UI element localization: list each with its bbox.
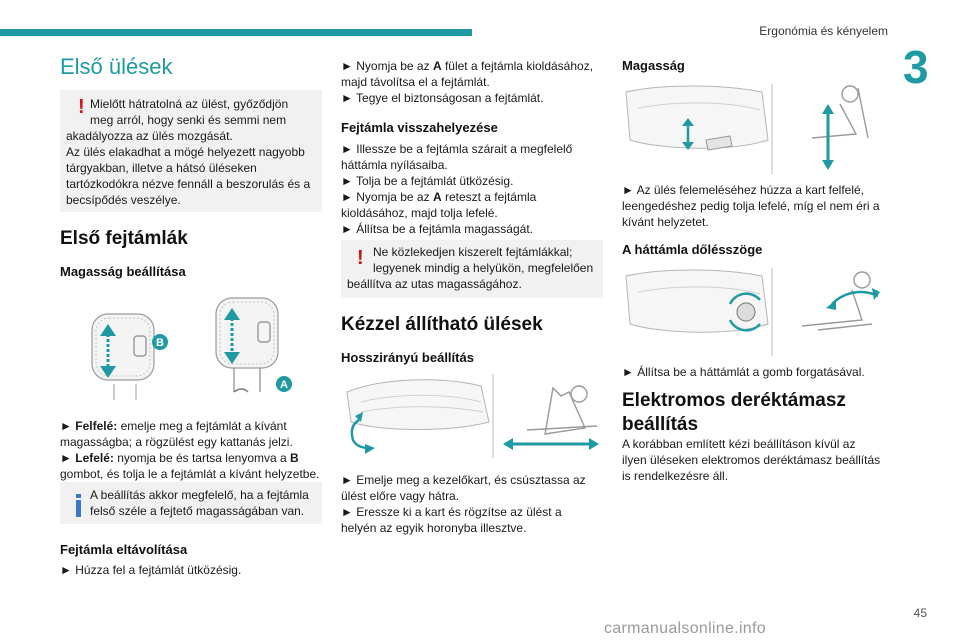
refit-step-text: reteszt a fejtámla (441, 190, 537, 204)
step-a-bold: A (432, 59, 442, 73)
warning-line: becsípődés veszélye. (66, 193, 181, 207)
warning-line: Ne közlekedjen kiszerelt fejtámlákkal; (373, 245, 573, 259)
warning-box (60, 90, 322, 212)
chapter-number: 3 (903, 41, 929, 93)
bullet-icon: ► (60, 419, 72, 433)
bullet-icon: ► (341, 174, 353, 188)
step-up-label: Felfelé: (75, 419, 118, 433)
bullet-icon: ► (341, 59, 353, 73)
warning-line: akadályozza az ülés mozgását. (66, 129, 233, 143)
section-title-manual-seats: Kézzel állítható ülések (341, 314, 543, 335)
refit-step (341, 189, 536, 205)
step-up-line2: magasságba; a rögzülést egy kattanás jelzi. (60, 435, 293, 449)
step-down-line2: gombot, és tolja le a fejtámlát a kívánt helyzetbe. (60, 467, 320, 481)
bullet-icon: ► (341, 190, 353, 204)
refit-step (341, 173, 513, 189)
section-title-lumbar-line2: beállítás (622, 414, 699, 435)
warning-box-2 (341, 240, 603, 298)
label-b: B (156, 337, 164, 349)
warning-icon: ! (357, 247, 364, 269)
height-step-text: Az ülés felemeléséhez húzza a kart felfelé, (636, 183, 865, 197)
label-a: A (280, 379, 288, 391)
longitudinal-adjust-figure (341, 372, 603, 458)
step-release-tab-line2: majd távolítsa el a fejtámlát. (341, 75, 490, 89)
subsection-title-seat-height: Magasság (622, 58, 685, 73)
refit-step-text: Állítsa be a fejtámla magasságát. (356, 222, 533, 236)
bullet-icon: ► (622, 365, 634, 379)
lumbar-text: A korábban említett kézi beállításon kívül az (622, 437, 856, 451)
step-down-text: nyomja be és tartsa lenyomva a (113, 451, 291, 465)
backrest-angle-figure (622, 264, 884, 356)
step-store-text: Tegye el biztonságosan a fejtámlát. (356, 91, 544, 105)
height-step-line2: leengedéshez pedig tolja lefelé, míg el nem éri a (622, 199, 880, 213)
warning-line: Az ülés elakadhat a mögé helyezett nagyobb (66, 145, 305, 159)
bullet-icon: ► (341, 505, 353, 519)
step-store (341, 90, 543, 106)
long-step-text: Emelje meg a kezelőkart, és csúsztassa az (356, 473, 586, 487)
page-number: 45 (913, 606, 927, 620)
refit-step-text: Nyomja be az (356, 190, 433, 204)
backrest-step-text: Állítsa be a háttámlát a gomb forgatásával. (637, 365, 865, 379)
headrest-height-figure (84, 292, 310, 406)
info-icon (76, 500, 81, 517)
refit-step-text: Tolja be a fejtámlát ütközésig. (356, 174, 514, 188)
header-accent-bar (0, 29, 472, 36)
subsection-title-height: Magasság beállítása (60, 264, 186, 279)
warning-line: meg arról, hogy senki és semmi nem (90, 113, 287, 127)
step-release-tab (341, 58, 593, 74)
info-line: A beállítás akkor megfelelő, ha a fejtámla (90, 488, 309, 502)
step-up (60, 418, 287, 434)
step-text: Nyomja be az (356, 59, 433, 73)
refit-step (341, 141, 572, 157)
seat-height-figure (622, 80, 884, 174)
info-line: felső széle a fejtető magasságában van. (90, 504, 305, 518)
subsection-title-longitudinal: Hosszirányú beállítás (341, 350, 474, 365)
long-step-line2: ülést előre vagy hátra. (341, 489, 460, 503)
refit-step-line2: kioldásához, majd tolja lefelé. (341, 206, 498, 220)
watermark: carmanualsonline.info (604, 620, 766, 637)
step-down (60, 450, 299, 466)
subsection-title-backrest: A háttámla dőlésszöge (622, 242, 763, 257)
info-box (60, 482, 322, 524)
warning-line: tartózkodókra nézve fennáll a beszorulás és a (66, 177, 311, 191)
refit-step (341, 221, 533, 237)
bullet-icon: ► (341, 142, 353, 156)
bullet-icon: ► (60, 451, 72, 465)
step-up-text: emelje meg a fejtámlát a kívánt (117, 419, 287, 433)
lumbar-text: ilyen üléseken elektromos deréktámasz beállítás (622, 453, 881, 467)
section-title-lumbar-line1: Elektromos deréktámasz (622, 390, 846, 411)
removal-step (60, 562, 241, 578)
long-step (341, 504, 562, 520)
subsection-title-removal: Fejtámla eltávolítása (60, 542, 188, 557)
warning-line: Mielőtt hátratolná az ülést, győződjön (90, 97, 289, 111)
section-title-front-seats: Első ülések (60, 54, 173, 79)
warning-line: beállítva az utas magasságához. (347, 277, 522, 291)
lumbar-text: is rendelkezésre áll. (622, 469, 729, 483)
section-title-headrests: Első fejtámlák (60, 228, 188, 249)
bullet-icon: ► (622, 183, 634, 197)
step-text: fület a fejtámla kioldásához, (441, 59, 594, 73)
height-step-line3: kívánt helyzetet. (622, 215, 709, 229)
bullet-icon: ► (60, 563, 72, 577)
bullet-icon: ► (341, 91, 353, 105)
refit-step-text: Illessze be a fejtámla szárait a megfelelő (356, 142, 573, 156)
refit-step-line2: háttámla nyílásaiba. (341, 158, 448, 172)
step-down-b: B (290, 451, 299, 465)
long-step-line2: helyén az egyik horonyba illesztve. (341, 521, 527, 535)
height-step (622, 182, 864, 198)
warning-line: tárgyakban, illetve a hátsó üléseken (66, 161, 257, 175)
bullet-icon: ► (341, 222, 353, 236)
subsection-title-refit: Fejtámla visszahelyezése (341, 120, 498, 135)
bullet-icon: ► (341, 473, 353, 487)
step-down-label: Lefelé: (75, 451, 114, 465)
long-step-text: Eressze ki a kart és rögzítse az ülést a (356, 505, 562, 519)
warning-icon: ! (78, 96, 85, 118)
chapter-title: Ergonómia és kényelem (759, 24, 888, 38)
removal-step-text: Húzza fel a fejtámlát ütközésig. (75, 563, 242, 577)
warning-line: legyenek mindig a helyükön, megfelelően (373, 261, 594, 275)
backrest-step (622, 364, 865, 380)
long-step (341, 472, 586, 488)
refit-step-a-bold: A (432, 190, 442, 204)
